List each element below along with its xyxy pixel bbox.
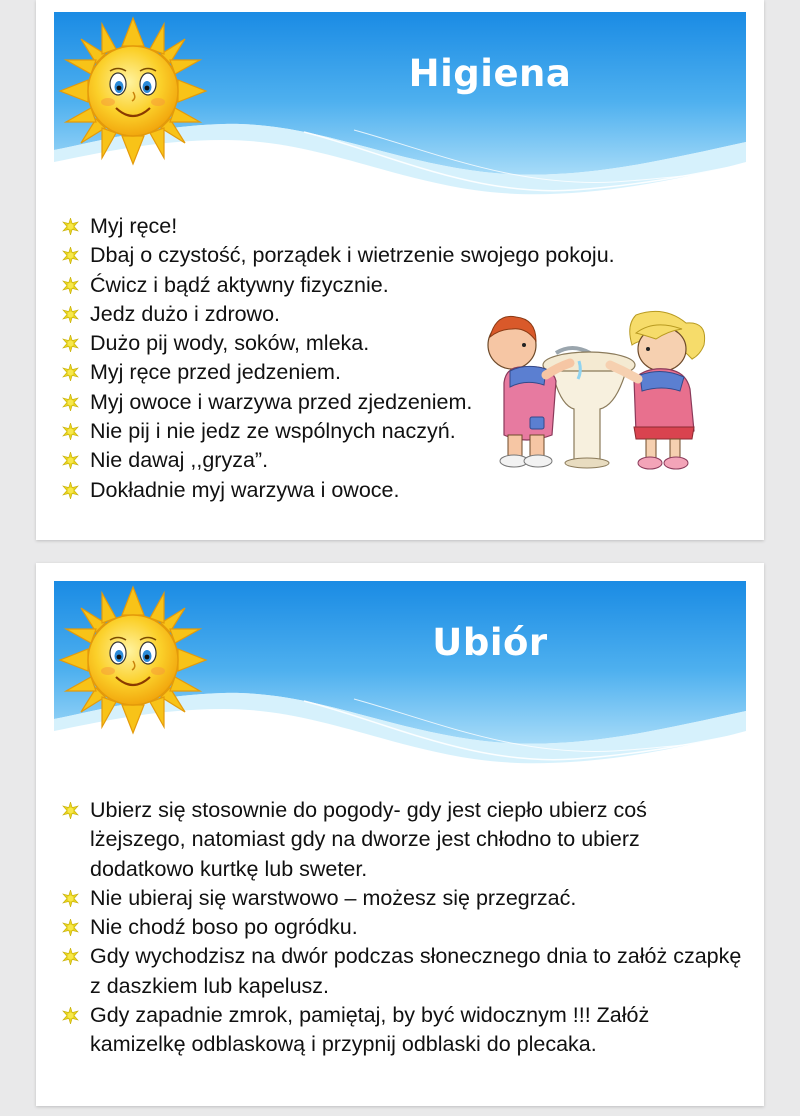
star-bullet-icon — [62, 247, 79, 264]
slide-hygiene — [36, 0, 764, 540]
list-item: Myj ręce! — [62, 212, 722, 241]
star-bullet-icon — [62, 306, 79, 323]
list-item: Nie chodź boso po ogródku. — [62, 913, 742, 942]
list-item: Nie ubieraj się warstwowo – możesz się przegrzać. — [62, 884, 742, 913]
list-item: Myj ręce przed jedzeniem. — [62, 358, 722, 387]
list-item: Myj owoce i warzywa przed zjedzeniem. — [62, 388, 722, 417]
star-bullet-icon — [62, 948, 79, 965]
list-item: Dużo pij wody, soków, mleka. — [62, 329, 722, 358]
star-bullet-icon — [62, 919, 79, 936]
star-bullet-icon — [62, 452, 79, 469]
kids-washing-hands-icon — [486, 305, 706, 475]
list-item: Jedz dużo i zdrowo. — [62, 300, 722, 329]
bullet-list — [62, 796, 742, 1060]
star-bullet-icon — [62, 802, 79, 819]
sun-icon — [58, 16, 208, 166]
list-item: Nie dawaj ,,gryza”. — [62, 446, 722, 475]
list-item: Gdy zapadnie zmrok, pamiętaj, by być widocznym !!! Załóż kamizelkę odblaskową i przypnij odblaski do plecaka. — [62, 1001, 742, 1060]
list-item: Gdy wychodzisz na dwór podczas słonecznego dnia to załóż czapkę z daszkiem lub kapelusz. — [62, 942, 742, 1001]
list-item: Nie pij i nie jedz ze wspólnych naczyń. — [62, 417, 722, 446]
star-bullet-icon — [62, 482, 79, 499]
star-bullet-icon — [62, 394, 79, 411]
star-bullet-icon — [62, 423, 79, 440]
star-bullet-icon — [62, 890, 79, 907]
list-item: Ubierz się stosownie do pogody- gdy jest ciepło ubierz coś lżejszego, natomiast gdy na dworze jest chłodno to ubierz dodatkowo kurtkę lub sweter. — [62, 796, 742, 884]
star-bullet-icon — [62, 364, 79, 381]
slide-title: Higiena — [408, 52, 572, 95]
list-item: Dbaj o czystość, porządek i wietrzenie swojego pokoju. — [62, 241, 722, 270]
list-item: Ćwicz i bądź aktywny fizycznie. — [62, 271, 722, 300]
list-item: Dokładnie myj warzywa i owoce. — [62, 476, 722, 505]
star-bullet-icon — [62, 1007, 79, 1024]
sun-icon — [58, 585, 208, 735]
slide-clothing — [36, 563, 764, 1106]
slide-title: Ubiór — [432, 621, 548, 664]
star-bullet-icon — [62, 218, 79, 235]
star-bullet-icon — [62, 335, 79, 352]
star-bullet-icon — [62, 277, 79, 294]
